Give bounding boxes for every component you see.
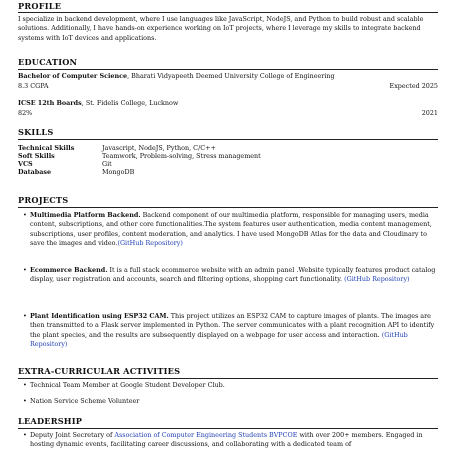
skill-value: Teamwork, Problem-solving, Stress management xyxy=(102,152,261,160)
bullet-icon: • xyxy=(23,397,27,405)
project-description: This project utilizes an ESP32 CAM to capture images of plants. The images are then transmitted to a Flask server implemented in Python. The server communicates with a plant recognition API to identify the plant species, and the results are subsequently displayed on a webpage for user access and interaction. xyxy=(30,312,435,339)
leadership-heading: LEADERSHIP xyxy=(18,416,83,426)
bullet-icon: • xyxy=(23,211,27,219)
education-heading: EDUCATION xyxy=(18,57,78,67)
extracurricular-heading: EXTRA-CURRICULAR ACTIVITIES xyxy=(18,366,181,376)
bullet-icon: • xyxy=(23,431,27,439)
activity-item xyxy=(23,397,438,406)
projects-heading: PROJECTS xyxy=(18,195,69,205)
skill-value: Git xyxy=(102,160,112,168)
institution-name: , St. Fidelis College, Lucknow xyxy=(81,99,179,107)
skill-value: MongoDB xyxy=(102,168,135,176)
education-score: 82% xyxy=(18,109,33,117)
education-date: Expected 2025 xyxy=(389,82,438,90)
education-entry-1-meta xyxy=(18,82,438,91)
degree-name: ICSE 12th Boards xyxy=(18,99,82,107)
github-repo-link[interactable]: (GitHub Repository) xyxy=(117,239,183,248)
profile-divider xyxy=(18,12,438,13)
leadership-item xyxy=(23,431,438,450)
github-repo-link[interactable]: (GitHub Repository) xyxy=(30,330,408,349)
bullet-icon: • xyxy=(23,266,27,274)
activity-text: Nation Service Scheme Volunteer xyxy=(30,397,140,405)
bullet-icon: • xyxy=(23,312,27,320)
project-description: Backend component of our multimedia platform, responsible for managing users, media content, subscriptions, and other core functionalities.The system features user authentication, media content management, subscriptions, user profiles, content moderation, and analytics. I have used MongoDB Atlas for the data and Cloudinary to save the images and video. xyxy=(30,211,432,248)
extracurricular-divider xyxy=(18,378,438,379)
project-description: It is a full stack ecommerce website with an admin panel .Website typically features product catalog display, user registration and accounts, search and filtering options, shopping cart functionality. xyxy=(30,266,436,284)
education-date: 2021 xyxy=(421,109,438,117)
leadership-text: with over 200+ members. Engaged in hosting dynamic events, facilitating career discussions, and collaborating with a dedicated team of xyxy=(30,431,423,449)
project-item xyxy=(23,211,438,249)
skill-label: Technical Skills xyxy=(18,144,75,152)
skill-label: Database xyxy=(18,168,52,176)
education-entry-2 xyxy=(18,99,438,108)
skill-label: Soft Skills xyxy=(18,152,55,160)
projects-divider xyxy=(18,207,438,208)
education-divider xyxy=(18,69,438,70)
education-entry-2-meta xyxy=(18,109,438,118)
education-score: 8.3 CGPA xyxy=(18,82,49,90)
project-item xyxy=(23,266,438,285)
education-entry-1 xyxy=(18,72,438,81)
project-title: Multimedia Platform Backend. xyxy=(30,211,141,219)
project-title: Ecommerce Backend. xyxy=(30,266,108,274)
skill-label: VCS xyxy=(18,160,33,168)
leadership-prefix: Deputy Joint Secretary of xyxy=(30,431,115,439)
skill-value: Javascript, NodeJS, Python, C/C++ xyxy=(102,144,216,152)
skills-heading: SKILLS xyxy=(18,127,54,137)
project-item xyxy=(23,312,438,350)
github-repo-link[interactable]: (GitHub Repository) xyxy=(344,275,410,284)
profile-text: I specialize in backend development, where I use languages like JavaScript, NodeJS, and Python to build robust and scalable solutions. Additionally, I have hands-on experience working on IoT projects, where I leverage my skills to integrate backend systems with IoT devices and applications. xyxy=(18,15,424,42)
profile-heading: PROFILE xyxy=(18,1,62,11)
association-link[interactable]: Association of Computer Engineering Students BVPCOE xyxy=(114,431,298,439)
activity-text: Technical Team Member at Google Student Developer Club. xyxy=(30,381,225,389)
bullet-icon: • xyxy=(23,381,27,389)
activity-item xyxy=(23,381,438,390)
leadership-divider xyxy=(18,428,438,429)
institution-name: , Bharati Vidyapeeth Deemed University College of Engineering xyxy=(127,72,335,80)
project-title: Plant Identification using ESP32 CAM. xyxy=(30,312,169,320)
degree-name: Bachelor of Computer Science xyxy=(18,72,128,80)
skills-divider xyxy=(18,139,438,140)
